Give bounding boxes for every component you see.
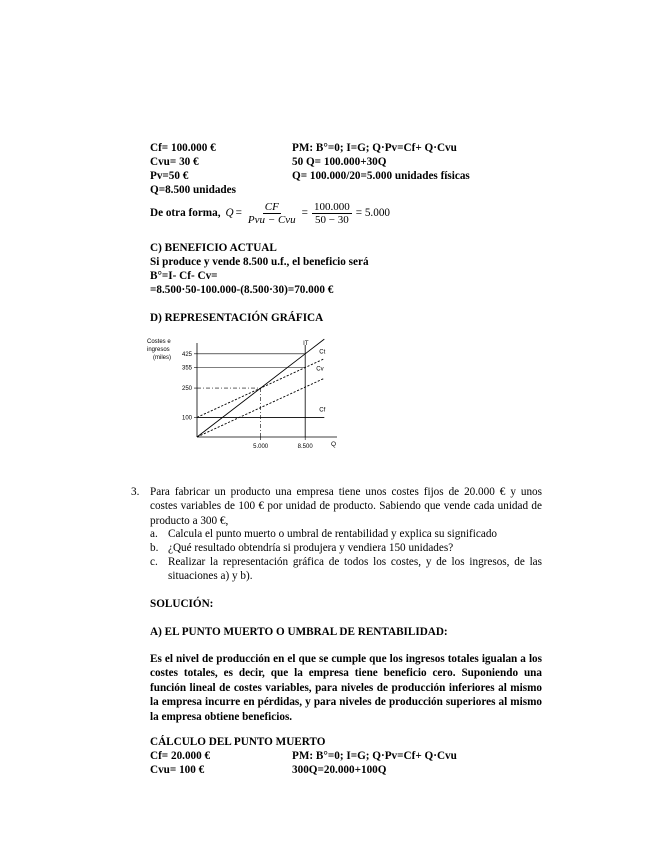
x-tick-label-8.500: 8.500 xyxy=(297,444,313,450)
x-axis-label: Q xyxy=(331,441,337,448)
chart-guides xyxy=(197,345,305,437)
problem-3-item-a-marker: a. xyxy=(150,528,158,540)
problem-3-text: Para fabricar un producto una empresa tiene unos costes fijos de 20.000 € y unos costes variables de 100 € por unidad de producto. Sabiendo que vende cada unidad de producto a 300 €, xyxy=(150,486,542,527)
solucion-heading: SOLUCIÓN: xyxy=(150,598,214,610)
y-axis-label-line-3: (miles) xyxy=(153,355,171,361)
calc2-cf: Cf= 20.000 € xyxy=(150,750,211,762)
y-tick-label-250: 250 xyxy=(181,386,192,393)
section-d-heading: D) REPRESENTACIÓN GRÁFICA xyxy=(150,312,324,324)
formula-eq-1: = xyxy=(235,206,242,219)
calc2-cvu: Cvu= 100 € xyxy=(150,764,205,776)
problem-3-number: 3. xyxy=(131,486,140,498)
chart-series-labels xyxy=(303,341,325,414)
q-value: Q=8.500 unidades xyxy=(150,184,236,196)
pv-value: Pv=50 € xyxy=(150,170,189,182)
formula-f2-numerator: 100.000 xyxy=(313,200,350,213)
series-label-cv: Cv xyxy=(316,366,324,373)
y-axis-label-line-2: ingresos xyxy=(147,347,170,353)
formula-f2-denominator: 50 − 30 xyxy=(315,213,349,226)
series-label-it: IT xyxy=(303,340,309,347)
section-c-line-1: Si produce y vende 8.500 u.f., el beneficio será xyxy=(150,256,369,268)
section-c-line-3: =8.500·50-100.000-(8.500·30)=70.000 € xyxy=(150,284,334,296)
formula-f1-denominator: Pvu − Cvu xyxy=(247,213,296,226)
cvu-value: Cvu= 30 € xyxy=(150,156,199,168)
y-tick-label-355: 355 xyxy=(181,365,192,372)
section-a-heading: A) EL PUNTO MUERTO O UMBRAL DE RENTABILIDAD: xyxy=(150,626,448,638)
y-tick-label-425: 425 xyxy=(181,351,192,358)
formula-fraction-symbolic xyxy=(246,201,298,226)
pm-result: Q= 100.000/20=5.000 unidades físicas xyxy=(292,170,470,182)
formula-q: Q xyxy=(225,206,234,219)
formula-eq-2: = xyxy=(301,206,308,219)
break-even-chart xyxy=(145,333,355,455)
problem-3-item-b-marker: b. xyxy=(150,542,159,554)
formula-line xyxy=(150,198,390,228)
formula-lead: De otra forma, xyxy=(150,206,221,219)
y-axis-label-line-1: Costes e xyxy=(147,339,171,345)
pm-step-1: 50 Q= 100.000+30Q xyxy=(292,156,387,168)
problem-3-item-c-marker: c. xyxy=(150,556,158,568)
pm-equation: PM: B°=0; I=G; Q·Pv=Cf+ Q·Cvu xyxy=(292,142,457,154)
problem-3-item-a: Calcula el punto muerto o umbral de rentabilidad y explica su significado xyxy=(168,528,498,540)
x-tick-label-5.000: 5.000 xyxy=(253,444,269,450)
section-c-heading: C) BENEFICIO ACTUAL xyxy=(150,242,277,254)
series-label-cf: Cf xyxy=(319,407,326,414)
problem-3-item-c: Realizar la representación gráfica de todos los costes, y de los ingresos, de las situaciones a) y b). xyxy=(168,556,542,583)
section-c-line-2: B°=I- Cf- Cv= xyxy=(150,270,218,282)
calc2-pm-step: 300Q=20.000+100Q xyxy=(292,764,387,776)
formula-fraction-numeric xyxy=(312,201,352,226)
y-tick-label-100: 100 xyxy=(181,415,192,422)
section-a-paragraph: Es el nivel de producción en el que se cumple que los ingresos totales igualan a los costes totales, es decir, que la empresa tiene beneficio cero. Suponiendo una función lineal de costes variables, para niveles de producción inferiores al mismo la empresa incurre en pérdidas, y para niveles de producción superiores al mismo la empresa obtiene beneficios. xyxy=(150,653,542,723)
problem-3-item-b: ¿Qué resultado obtendría si produjera y vendiera 150 unidades? xyxy=(168,542,454,554)
series-label-ct: Ct xyxy=(319,349,326,356)
formula-result: = 5.000 xyxy=(355,206,391,219)
formula-f1-numerator: CF xyxy=(264,200,279,213)
cf-value: Cf= 100.000 € xyxy=(150,142,216,154)
calc2-heading: CÁLCULO DEL PUNTO MUERTO xyxy=(150,736,326,748)
calc2-pm-equation: PM: B°=0; I=G; Q·Pv=Cf+ Q·Cvu xyxy=(292,750,457,762)
